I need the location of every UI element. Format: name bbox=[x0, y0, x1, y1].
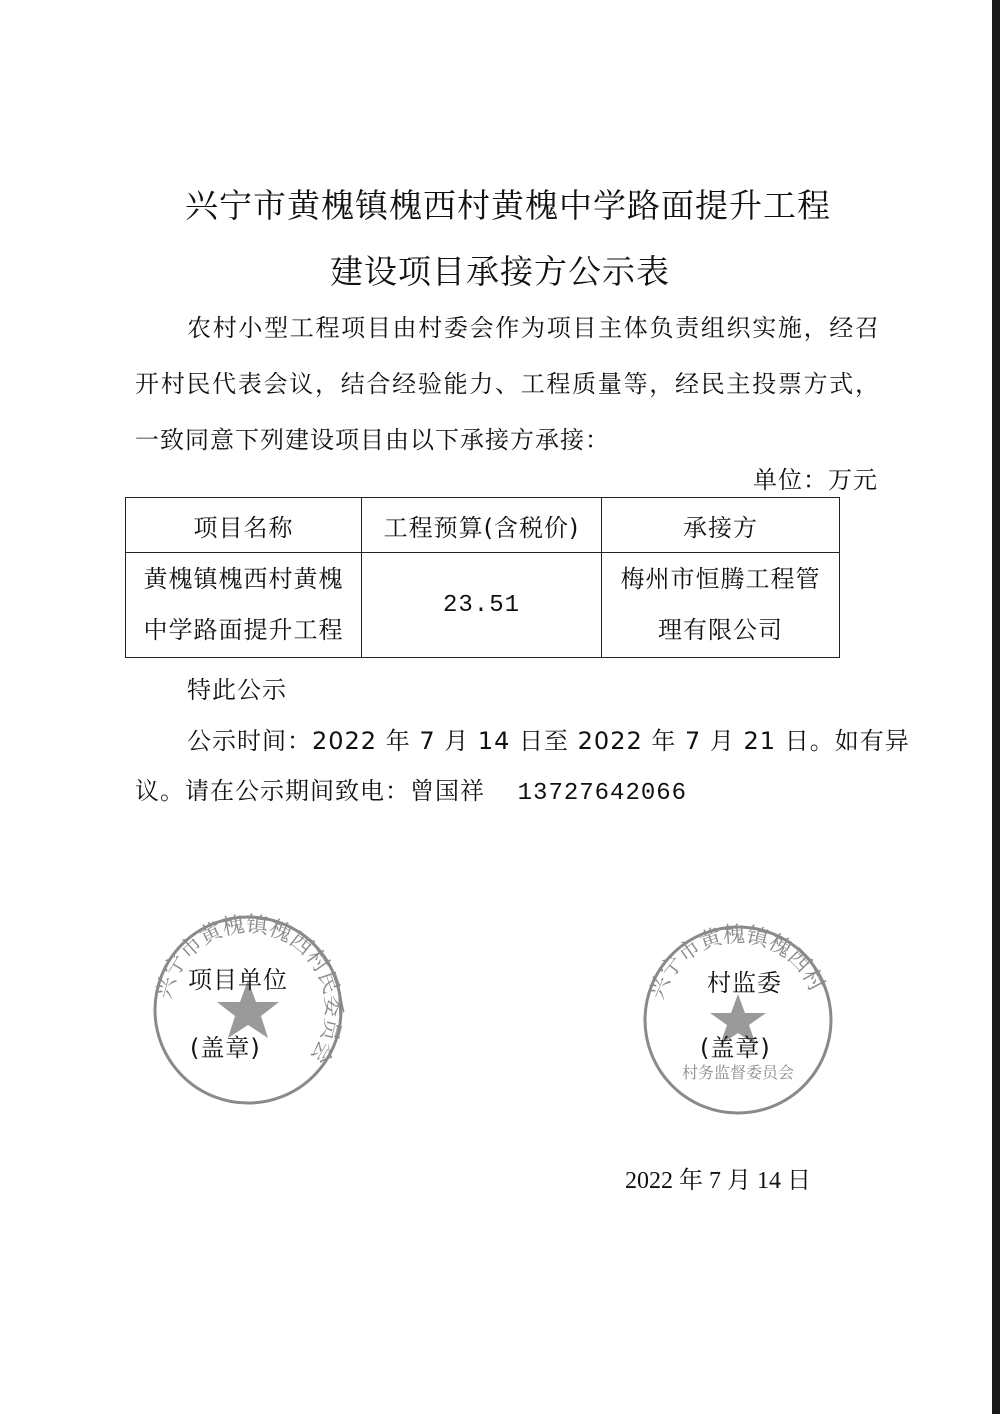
right-seal-inner-text: 村务监督委员会 bbox=[681, 1063, 795, 1082]
right-seal-ring-text: 兴宁市黄槐镇槐西村 bbox=[644, 922, 829, 1003]
right-seal-stamp bbox=[638, 920, 838, 1120]
contractor-cell bbox=[602, 553, 840, 658]
phone-number: 13727642066 bbox=[517, 780, 688, 807]
left-seal-stamp bbox=[148, 910, 348, 1110]
period-line-2 bbox=[135, 771, 687, 807]
date-year: 2022 bbox=[625, 1168, 673, 1194]
notice-text: 特此公示 bbox=[187, 676, 287, 704]
title-line-2: 建设项目承接方公示表 bbox=[330, 252, 670, 291]
project-table bbox=[125, 497, 840, 658]
header-project-name: 项目名称 bbox=[126, 498, 362, 553]
budget-cell: 23.51 bbox=[362, 553, 602, 658]
issue-date bbox=[625, 1160, 811, 1195]
contractor-line-2: 理有限公司 bbox=[658, 616, 783, 644]
project-name-cell bbox=[126, 553, 362, 658]
header-contractor: 承接方 bbox=[602, 498, 840, 553]
date-day-char: 日 bbox=[787, 1166, 811, 1194]
title-line-1: 兴宁市黄槐镇槐西村黄槐中学路面提升工程 bbox=[185, 186, 831, 225]
contractor-line-1: 梅州市恒腾工程管 bbox=[620, 565, 821, 593]
intro-paragraph: 农村小型工程项目由村委会作为项目主体负责组织实施，经召开村民代表会议，结合经验能力、工程质量等，经民主投票方式，一致同意下列建设项目由以下承接方承接： bbox=[135, 314, 880, 454]
project-name-line-1: 黄槐镇槐西村黄槐 bbox=[143, 565, 344, 593]
contact-label: 议。请在公示期间致电：曾国祥 bbox=[135, 777, 485, 805]
project-name-line-2: 中学路面提升工程 bbox=[143, 616, 344, 644]
left-seal-ring-text: 兴宁市黄槐镇槐西村民委员会 bbox=[151, 912, 346, 1068]
right-seal-note: (盖章) bbox=[700, 1034, 771, 1062]
left-seal-label: 项目单位 bbox=[188, 966, 288, 994]
table-row bbox=[126, 553, 840, 658]
date-month: 7 bbox=[709, 1168, 721, 1194]
left-seal-note: (盖章) bbox=[190, 1034, 261, 1062]
header-budget: 工程预算(含税价) bbox=[362, 498, 602, 553]
date-year-char: 年 bbox=[679, 1166, 703, 1194]
right-seal-label: 村监委 bbox=[707, 969, 782, 997]
period-line-1: 公示时间：2022 年 7 月 14 日至 2022 年 7 月 21 日。如有异 bbox=[187, 727, 910, 755]
date-month-char: 月 bbox=[727, 1166, 751, 1194]
table-header-row bbox=[126, 498, 840, 553]
unit-label: 单位：万元 bbox=[753, 466, 878, 494]
date-day: 14 bbox=[757, 1168, 781, 1194]
